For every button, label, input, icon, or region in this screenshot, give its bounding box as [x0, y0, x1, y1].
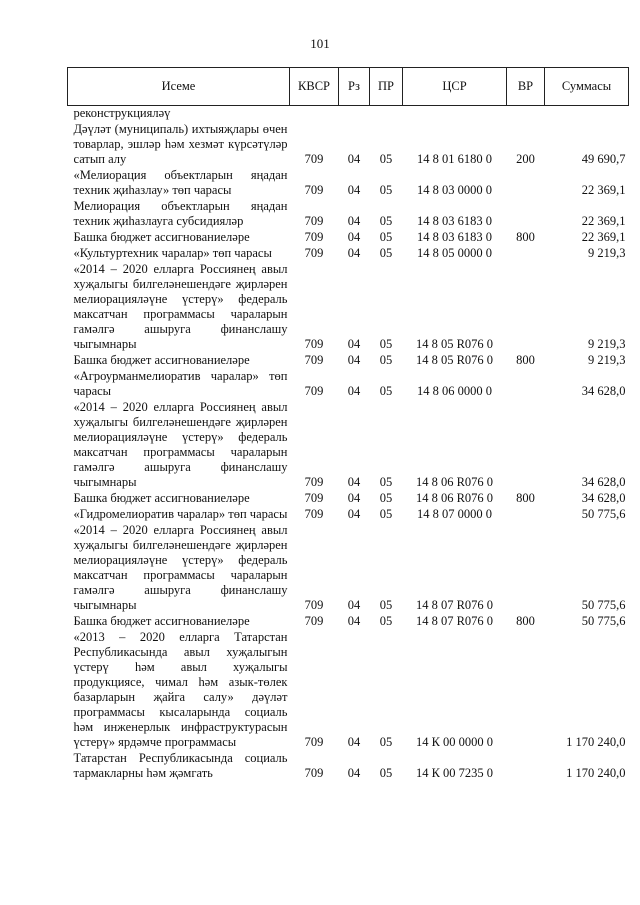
row-kvsr: 709 [304, 475, 324, 489]
header-name: Исеме [68, 68, 290, 106]
table-header [68, 68, 629, 106]
row-kvsr: 709 [304, 735, 324, 749]
table-row [68, 230, 629, 246]
row-sum: 50 775,6 [581, 614, 626, 628]
row-vr [507, 369, 545, 400]
row-vr [507, 199, 545, 230]
row-pr: 05 [379, 507, 393, 521]
row-name: Мелиорация объектларын яңадан техник җиһазлауга субсидияләр [73, 199, 288, 228]
row-vr: 800 [516, 491, 535, 505]
row-pr: 05 [379, 246, 393, 260]
row-sum: 49 690,7 [581, 152, 626, 166]
row-rz: 04 [347, 507, 361, 521]
row-vr [507, 246, 545, 262]
table-row [68, 122, 629, 168]
row-vr [507, 168, 545, 199]
row-kvsr: 709 [304, 491, 324, 505]
row-vr [507, 106, 545, 123]
row-csr: 14 8 07 R076 0 [415, 614, 494, 628]
row-pr: 05 [379, 766, 393, 780]
table-row [68, 168, 629, 199]
row-pr: 05 [379, 384, 393, 398]
header-csr: ЦСР [403, 68, 507, 106]
row-csr: 14 8 03 6183 0 [417, 230, 492, 244]
header-rz: Рз [339, 68, 370, 106]
row-name: «Агроурманмелиоратив чаралар» төп чарасы [73, 369, 288, 398]
row-sum: 22 369,1 [581, 183, 626, 197]
row-kvsr: 709 [304, 246, 324, 260]
row-kvsr: 709 [304, 614, 324, 628]
row-pr: 05 [379, 183, 393, 197]
table-row [68, 369, 629, 400]
row-name: «2013 – 2020 елларга Татарстан Республикасында авыл хуҗалыгын үстерү һәм авыл хуҗалыгы продукциясе, чимал һәм азык-төлек базарларын җайга салу» дәүләт программасы кысаларында социаль һәм инженерлык инфраструктурасын үстерү» ярдәмче программасы [73, 630, 288, 749]
row-rz: 04 [347, 214, 361, 228]
row-rz: 04 [347, 246, 361, 260]
row-vr [507, 262, 545, 353]
table-row [68, 262, 629, 353]
row-sum: 9 219,3 [588, 337, 626, 351]
row-name: «Мелиорация объектларын яңадан техник җиһазлау» төп чарасы [73, 168, 288, 197]
row-kvsr: 709 [304, 230, 324, 244]
page-number: 101 [310, 36, 330, 51]
row-kvsr: 709 [304, 598, 324, 612]
row-sum: 22 369,1 [581, 214, 626, 228]
row-sum: 34 628,0 [581, 491, 626, 505]
row-vr [507, 630, 545, 751]
row-name: Башка бюджет ассигнованиеләре [73, 230, 250, 244]
table-row [68, 491, 629, 507]
header-sum: Суммасы [545, 68, 629, 106]
row-csr: 14 8 06 R076 0 [415, 491, 494, 505]
row-rz: 04 [347, 598, 361, 612]
row-sum: 22 369,1 [581, 230, 626, 244]
table-row [68, 751, 629, 782]
row-sum: 34 628,0 [581, 384, 626, 398]
row-sum: 50 775,6 [581, 598, 626, 612]
row-rz: 04 [347, 152, 361, 166]
row-vr [507, 523, 545, 614]
row-pr: 05 [379, 152, 393, 166]
row-pr: 05 [379, 337, 393, 351]
row-csr: 14 К 00 0000 0 [415, 735, 494, 749]
row-name: «Гидромелиоратив чаралар» төп чарасы [73, 507, 288, 521]
table-row [68, 630, 629, 751]
row-pr: 05 [379, 230, 393, 244]
table-row [68, 614, 629, 630]
row-vr: 200 [516, 152, 535, 166]
row-csr [403, 106, 507, 123]
row-csr: 14 К 00 7235 0 [415, 766, 494, 780]
row-kvsr: 709 [304, 337, 324, 351]
row-csr: 14 8 05 0000 0 [417, 246, 492, 260]
row-rz: 04 [347, 766, 361, 780]
table-row [68, 246, 629, 262]
table-row [68, 199, 629, 230]
row-pr [370, 106, 403, 123]
row-rz: 04 [347, 230, 361, 244]
table-row [68, 106, 629, 123]
row-vr: 800 [516, 614, 535, 628]
budget-table [67, 67, 629, 782]
row-kvsr: 709 [304, 384, 324, 398]
row-kvsr: 709 [304, 152, 324, 166]
row-name: Башка бюджет ассигнованиеләре [73, 353, 250, 367]
row-sum: 9 219,3 [588, 353, 626, 367]
row-rz: 04 [347, 491, 361, 505]
row-csr: 14 8 03 6183 0 [417, 214, 492, 228]
row-pr: 05 [379, 735, 393, 749]
row-csr: 14 8 07 0000 0 [417, 507, 492, 521]
row-pr: 05 [379, 491, 393, 505]
row-kvsr: 709 [304, 214, 324, 228]
table-body [68, 106, 629, 783]
row-kvsr: 709 [304, 183, 324, 197]
row-rz: 04 [347, 353, 361, 367]
table-row [68, 400, 629, 491]
row-rz [339, 106, 370, 123]
row-sum [545, 106, 629, 123]
row-pr: 05 [379, 598, 393, 612]
row-rz: 04 [347, 337, 361, 351]
row-pr: 05 [379, 214, 393, 228]
row-csr: 14 8 05 R076 0 [415, 353, 494, 367]
row-csr: 14 8 05 R076 0 [415, 337, 494, 351]
row-sum: 50 775,6 [581, 507, 626, 521]
row-rz: 04 [347, 183, 361, 197]
row-vr [507, 507, 545, 523]
row-csr: 14 8 06 0000 0 [417, 384, 492, 398]
table-row [68, 523, 629, 614]
row-csr: 14 8 01 6180 0 [417, 152, 492, 166]
row-sum: 1 170 240,0 [566, 735, 626, 749]
row-csr: 14 8 07 R076 0 [415, 598, 494, 612]
row-sum: 34 628,0 [581, 475, 626, 489]
row-pr: 05 [379, 475, 393, 489]
row-rz: 04 [347, 735, 361, 749]
row-vr [507, 751, 545, 782]
header-vr: ВР [507, 68, 545, 106]
table-row [68, 507, 629, 523]
row-rz: 04 [347, 384, 361, 398]
row-kvsr [290, 106, 339, 123]
row-pr: 05 [379, 614, 393, 628]
row-rz: 04 [347, 614, 361, 628]
row-name: Башка бюджет ассигнованиеләре [73, 491, 250, 505]
row-name: «Культуртехник чаралар» төп чарасы [73, 246, 272, 260]
row-pr: 05 [379, 353, 393, 367]
row-name: Татарстан Республикасында социаль тармакларны һәм җәмгать [73, 751, 288, 780]
row-vr [507, 400, 545, 491]
row-name: Башка бюджет ассигнованиеләре [73, 614, 250, 628]
row-name: «2014 – 2020 елларга Россиянең авыл хуҗалыгы билгеләнешендәге җирләрен мелиорацияләүне үстерү» федераль максатчан программасы чараларын гамәлгә ашыруга финанслашу чыгымнары [73, 262, 288, 351]
row-name: Дәүләт (муниципаль) ихтыяҗлары өчен товарлар, эшләр һәм хезмәт күрсәтүләр сатып алу [73, 122, 288, 166]
header-kvsr: КВСР [290, 68, 339, 106]
row-rz: 04 [347, 475, 361, 489]
row-name: «2014 – 2020 елларга Россиянең авыл хуҗалыгы билгеләнешендәге җирләрен мелиорацияләүне үстерү» федераль максатчан программасы чараларын гамәлгә ашыруга финанслашу чыгымнары [73, 523, 288, 612]
row-vr: 800 [516, 230, 535, 244]
row-kvsr: 709 [304, 766, 324, 780]
row-sum: 9 219,3 [588, 246, 626, 260]
row-kvsr: 709 [304, 353, 324, 367]
header-pr: ПР [370, 68, 403, 106]
table-row [68, 353, 629, 369]
row-csr: 14 8 03 0000 0 [417, 183, 492, 197]
row-kvsr: 709 [304, 507, 324, 521]
row-csr: 14 8 06 R076 0 [415, 475, 494, 489]
row-name: «2014 – 2020 елларга Россиянең авыл хуҗалыгы билгеләнешендәге җирләрен мелиорацияләүне үстерү» федераль максатчан программасы чараларын гамәлгә ашыруга финанслашу чыгымнары [73, 400, 288, 489]
row-sum: 1 170 240,0 [566, 766, 626, 780]
row-vr: 800 [516, 353, 535, 367]
row-name: реконструкцияләү [73, 106, 171, 120]
